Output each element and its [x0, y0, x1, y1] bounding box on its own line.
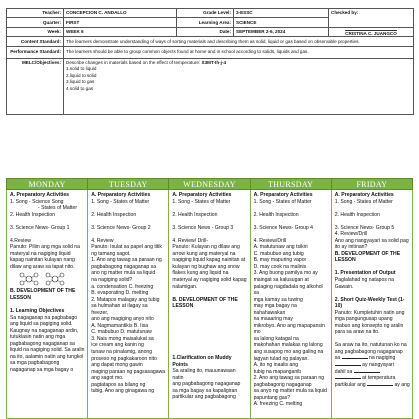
thursday-line: tubig na mapanganib [253, 368, 302, 375]
wednesday-line: Sa araling ito, mauunawaan natin [172, 368, 236, 381]
monday-line: 2. Health Inspection [10, 211, 56, 218]
tuesday-line: pagbabagong nagaganap sa [91, 263, 157, 270]
lesson-header-table [6, 8, 414, 115]
wednesday-line: 4. Review/ Drill- [172, 237, 209, 244]
tuesday-line: Panuto: Isulat sa papel ang titik [91, 244, 162, 251]
wednesday-line: sa mga bagay sa kapaligiran [172, 387, 238, 394]
date-value: SEPTEMBER 2-6, 2024 [234, 27, 329, 36]
tuesday-line: ice cream ang kanin ng [91, 342, 144, 349]
monday-line: 4.Review [10, 237, 31, 244]
molecule-icon [18, 271, 40, 287]
tuesday-line: 3. Science News- Group 2 [91, 224, 151, 231]
day-header-monday: MONDAY [7, 179, 88, 190]
tuesday-line: a. condensation C. freezing [91, 283, 154, 290]
tuesday-line: 2. Health Inspection [91, 211, 137, 218]
friday-fill-line [335, 382, 410, 389]
friday-line: Paglalahad ng natapos na [334, 276, 394, 283]
thursday-line: A. matutunaw ang tsikiri [253, 244, 308, 251]
thursday-line: papuntang gas? [253, 394, 291, 401]
tuesday-line: tunaw na pinalamig, anong [91, 348, 153, 355]
thursday-cell [250, 190, 331, 419]
daily-plan-table [6, 178, 413, 419]
wednesday-section-b: B. DEVELOPMENT OF THE LESSON [172, 296, 238, 310]
friday-line: 3. Science News- Group 5 [334, 224, 395, 231]
friday-fill-text: at temperatura [362, 375, 396, 382]
melc-content [64, 58, 414, 114]
tuesday-line: 3. Nais mong maisalukat sa [91, 335, 154, 342]
friday-subheading: 2. Short Quiz-Weekly Test (1-10) [334, 296, 405, 310]
tuesday-section-a: A. Preparatory Activities [91, 192, 151, 198]
friday-fill-text: ay ang [394, 381, 410, 388]
performance-standard-value: The learners should be able to group common objects found at home and in school according to solids, liquids and gas. [64, 46, 414, 58]
teacher-value: CONCEPCION C. ANDALLO [64, 9, 177, 18]
wednesday-cell [169, 190, 250, 419]
friday-line: ang pagbabagong nagaganap [334, 348, 403, 355]
tuesday-cell [88, 190, 169, 419]
friday-fill-text: na nagiging [368, 355, 396, 362]
friday-line: 1. Song - States of Matter [334, 198, 393, 205]
week-value: WEEK 6 [64, 27, 177, 36]
friday-line: mga pangungusap upang [334, 316, 393, 323]
quarter-value: FIRST [64, 18, 177, 27]
thursday-line: ang susapog mo ang galing na [253, 348, 324, 355]
content-standard-label: Content Standard: [7, 37, 64, 46]
fill-blank[interactable] [335, 362, 361, 366]
tuesday-line: ano ang magiging anyo nito [91, 316, 154, 323]
monday-line: - States of Matter [38, 205, 78, 212]
friday-line: Panuto: Kumpletuhin natin ang [334, 309, 405, 316]
thursday-line: 2. Health Inspection [253, 211, 299, 218]
thursday-line: may mga bagay na nahahawakan [253, 303, 297, 316]
friday-line: Ano ang nangyayari sa solid pag [334, 237, 409, 244]
friday-line: 4. Review/Drill [334, 231, 368, 238]
melc-item: 3.liquid to gas [66, 79, 95, 85]
melc-label: MELC/Objectives: [7, 58, 64, 114]
checker-signature [329, 27, 414, 36]
thursday-line: sa anyo ng matter mula sa liquid [253, 388, 327, 395]
wednesday-line: flakes kung ang liquid na [172, 270, 229, 277]
wednesday-line: materyal ay nagiging solid kapag [172, 276, 247, 283]
wednesday-line: Panuto: Kulayan ng dilaw ang [172, 244, 240, 251]
melc-list [66, 66, 411, 92]
thursday-line: 2. Ano ang tawag sa paraan ng [253, 375, 325, 382]
thursday-line: sa lalong katagal na [253, 335, 299, 342]
checked-by-label: Checked by: [329, 9, 414, 28]
friday-fill-text: partikular ang [334, 381, 366, 388]
friday-section-b: B. DEVELOPMENT OF THE LESSON [334, 250, 401, 264]
monday-line: Kaugnay na nagaganap ardin, [10, 327, 79, 334]
day-header-thursday: THURSDAY [250, 179, 331, 190]
performance-standard-label: Performance Standard: [7, 46, 64, 58]
friday-line: 2. Health Inspection [334, 211, 380, 218]
melc-intro: Describe changes in materials based on the effect of temperature: [66, 59, 201, 65]
melc-item: 4.solid to gas [66, 85, 94, 91]
friday-fill-text: dahil sa [334, 368, 353, 375]
tuesday-line: 1. Ano ang tawag sa paraan ng [91, 257, 162, 264]
melc-item: 2.liquid to solid [66, 72, 97, 78]
friday-line: ito ay initinan? [334, 244, 368, 251]
thursday-line: A. freezing C. melting [253, 401, 303, 408]
thursday-line: B. may mapuring vapor [253, 257, 307, 264]
molecule-icon [44, 271, 66, 287]
friday-fill-text: ay nangyayari [362, 361, 394, 368]
monday-line: materyal na nagiging liquid [10, 250, 71, 257]
monday-line: 1. Song - Science Song [10, 198, 64, 205]
tuesday-line: tubig. Ano ang ginagawa ng [91, 388, 155, 395]
wednesday-line: 2. Health Inspection [172, 211, 218, 218]
tuesday-line: proseso ng pagkakaroon nito [91, 355, 157, 362]
checker-name: CRISTINA C. JUANGCO [345, 30, 397, 36]
wednesday-subheading: 1.Clarification on Muddy Points [172, 355, 232, 368]
melc-code: S3MT-Ih-j-4 [201, 59, 227, 65]
tuesday-line: A. Nagmamantikis B. Iisa [91, 322, 149, 329]
friday-cell [331, 190, 412, 419]
grade-value: 3-ESSC [234, 9, 329, 18]
thursday-line: 3. Ang buong pamilya mo ay [253, 270, 318, 277]
monday-line: ang liquid sa pagiging solid. [10, 321, 73, 328]
thursday-line: mikrobyo. Ano ang mapapansin mo [253, 322, 325, 336]
monday-line: kapag nainitan kulayan nang [10, 257, 75, 264]
monday-line: 3. Science News- Group 1 [10, 224, 70, 231]
teacher-label: Teacher: [7, 9, 64, 18]
friday-subheading: 1. Presentation of Output [334, 270, 396, 277]
friday-line: Gawain. [334, 283, 354, 290]
wednesday-section-a: A. Preparatory Activities [172, 192, 232, 198]
wednesday-line: nagiging liquid kapag nainitan at [172, 257, 246, 264]
monday-line: Panuto: Piliin ang mga solid na [10, 244, 80, 251]
grade-label: Grade Level: [177, 9, 234, 18]
content-standard-value: The learners demonstrate understanding of ways of sorting materials and describing them as solid, liquid or gas based on observable properties. [64, 37, 414, 46]
thursday-line: A. ito ng inaalis ang [253, 362, 299, 369]
day-header-friday: FRIDAY [331, 179, 412, 190]
friday-line: Sa araw na ito, natutunan ko na [334, 342, 407, 349]
fill-blank[interactable] [335, 375, 361, 379]
area-label: Learning Area: [177, 18, 234, 27]
wednesday-line: ang pagbabagong nagaganap [172, 381, 241, 388]
tuesday-line: na nagiging solid? [91, 276, 133, 283]
monday-section-a: A. Preparatory Activities [10, 192, 69, 198]
thursday-line: maingat sa kalusugan at [253, 276, 309, 283]
thursday-line: na maaaring may [253, 316, 293, 323]
tuesday-line: B. evaporating D. melting [91, 290, 149, 297]
thursday-line: C. mabubuo ang tubig [253, 250, 304, 257]
monday-section-b: B. DEVELOPMENT OF THE LESSON [10, 288, 76, 302]
quarter-label: Quarter: [7, 18, 64, 27]
thursday-line: lagyan tulad ng palayan. [253, 355, 309, 362]
tuesday-line: sa hulmahan at ilagay sa [91, 303, 148, 310]
wednesday-line: 3. Science News - Group 3 [172, 224, 234, 231]
tuesday-line: ng tamang sagot. [91, 250, 131, 257]
fill-blank[interactable] [354, 369, 380, 373]
tuesday-line: C. mabubuo D. matutunaw [91, 329, 152, 336]
monday-line: tutuklasin natin ang mga [10, 334, 66, 341]
day-header-wednesday: WEDNESDAY [169, 179, 250, 190]
melc-item: 1.solid to liquid [66, 66, 97, 72]
monday-line: nagaganap sa mga bagay o [10, 366, 74, 373]
thursday-line: 1. Song - States of Matter [253, 198, 312, 205]
thursday-line: 3. Science News- Group 4 [253, 224, 314, 231]
monday-line: Sa nagaganap na pagbabago [10, 314, 78, 321]
monday-line: na ito, aalamin natin ang tungkol [10, 353, 84, 360]
thursday-line: mga kamay sa tuwing [253, 296, 303, 303]
thursday-line: 4. Review/Drill [253, 237, 287, 244]
thursday-section-a: A. Preparatory Activities [253, 192, 313, 198]
monday-cell [7, 190, 88, 419]
tuesday-line: ano ng matter mula sa liquid [91, 270, 156, 277]
tuesday-line: freezer, [91, 309, 109, 316]
friday-line: mabuo ang konsepto ng aralin [334, 322, 404, 329]
thursday-line: pagbabagong nagaganap [253, 381, 312, 388]
monday-line: liquid na nagiging solid. Sa aralin [10, 347, 85, 354]
friday-section-a: A. Preparatory Activities [334, 192, 394, 198]
friday-fill-text: sa [334, 355, 341, 362]
monday-subheading: 1. Learning Objectives [10, 308, 65, 315]
wednesday-line: nalamigan. [172, 283, 198, 290]
tuesday-line: ang sagot mo. [91, 375, 124, 382]
day-header-tuesday: TUESDAY [88, 179, 169, 190]
thursday-line: D. may cook na malinis [253, 263, 307, 270]
monday-line: sa mga pagbabagong [10, 360, 60, 367]
wednesday-line: partikular ang pagbabagong [172, 394, 236, 401]
fill-blank[interactable] [342, 355, 368, 359]
monday-line: dilaw ang araw sa tapat nito. [10, 263, 75, 270]
tuesday-line: 1. Song - States of Matter [91, 198, 150, 205]
tuesday-line: 2. Matapos malagay ang tubig [91, 296, 160, 303]
wednesday-line: kulayan ng bughaw ang snow [172, 263, 240, 270]
tuesday-line: ang dapat mong gawin [91, 362, 143, 369]
tuesday-line: 4. Review [91, 237, 114, 244]
wednesday-line: 1. Song - States of Matter [172, 198, 231, 205]
monday-line: pagbabagong nagaganap sa [10, 340, 75, 347]
friday-line: para sa araw na ito. [334, 329, 380, 336]
tuesday-line: pagtatapos sa bilang ng [91, 381, 146, 388]
particle-diagram [18, 271, 85, 287]
fill-blank[interactable] [367, 382, 393, 386]
tuesday-line: maging paraan ng pagsasagawa [91, 368, 166, 375]
thursday-line: palaging nagdadala ng alkohol sa [253, 283, 323, 297]
thursday-line: makohahan malakas ng lalong [253, 342, 323, 349]
week-label: Week: [7, 27, 64, 36]
area-value: SCIENCE [234, 18, 329, 27]
wednesday-line: arrow kung ang materyal na [172, 250, 236, 257]
date-label: Date: [177, 27, 234, 36]
